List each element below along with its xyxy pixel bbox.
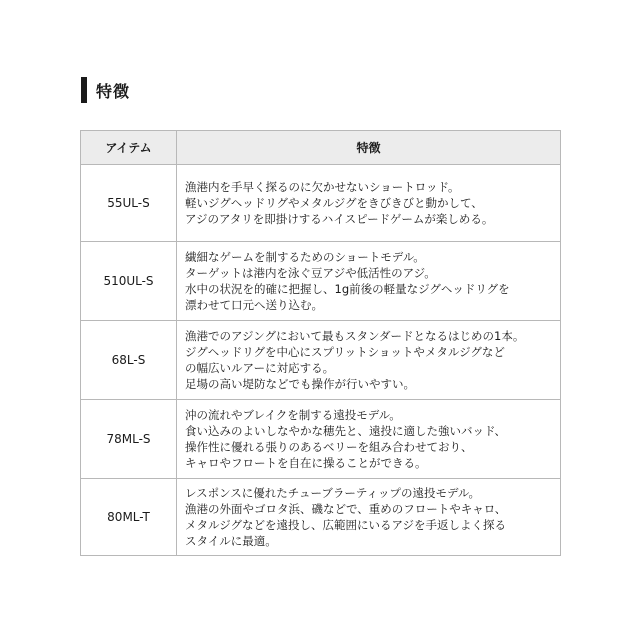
item-description — [177, 165, 561, 242]
feature-table — [80, 130, 561, 556]
section-heading — [81, 76, 130, 104]
item-name: 78ML-S — [81, 400, 177, 479]
description-line: 水中の状況を的確に把握し、1g前後の軽量なジグヘッドリグを — [185, 282, 510, 296]
description-line: レスポンスに優れたチューブラーティップの遠投モデル。 — [185, 486, 480, 500]
table-row — [81, 479, 561, 556]
description-line: 漁港内を手早く探るのに欠かせないショートロッド。 — [185, 180, 460, 194]
table-row — [81, 321, 561, 400]
description-line: アジのアタリを即掛けするハイスピードゲームが楽しめる。 — [185, 212, 494, 226]
description-line: ジグヘッドリグを中心にスプリットショットやメタルジグなど — [185, 345, 505, 359]
description-line: キャロやフロートを自在に操ることができる。 — [185, 456, 427, 470]
description-line: 漂わせて口元へ送り込む。 — [185, 298, 323, 312]
item-name: 510UL-S — [81, 242, 177, 321]
description-line: メタルジグなどを遠投し、広範囲にいるアジを手返しよく探る — [185, 518, 507, 532]
item-description — [177, 321, 561, 400]
description-line: 軽いジグヘッドリグやメタルジグをきびきびと動かして、 — [185, 196, 483, 210]
description-line: 漁港でのアジングにおいて最もスタンダードとなるはじめの1本。 — [185, 329, 525, 343]
description-line: の幅広いルアーに対応する。 — [185, 361, 335, 375]
description-line: ターゲットは港内を泳ぐ豆アジや低活性のアジ。 — [185, 266, 436, 280]
item-description — [177, 400, 561, 479]
item-name: 68L-S — [81, 321, 177, 400]
description-line: 食い込みのよいしなやかな穂先と、遠投に適した強いバッド、 — [185, 424, 506, 438]
heading-accent-bar — [81, 77, 87, 103]
table-row — [81, 165, 561, 242]
description-line: スタイルに最適。 — [185, 534, 277, 548]
description-line: 漁港の外面やゴロタ浜、磯などで、重めのフロートやキャロ、 — [185, 502, 507, 516]
description-line: 沖の流れやブレイクを制する遠投モデル。 — [185, 408, 401, 422]
header-feature: 特徴 — [177, 131, 561, 165]
description-line: 操作性に優れる張りのあるベリーを組み合わせており、 — [185, 440, 473, 454]
header-item: アイテム — [81, 131, 177, 165]
description-line: 足場の高い堤防などでも操作が行いやすい。 — [185, 377, 415, 391]
section-title: 特徴 — [96, 81, 131, 101]
item-name: 55UL-S — [81, 165, 177, 242]
table-header-row — [81, 131, 561, 165]
item-description — [177, 479, 561, 556]
description-line: 繊細なゲームを制するためのショートモデル。 — [185, 250, 425, 264]
table-row — [81, 400, 561, 479]
table-row — [81, 242, 561, 321]
item-description — [177, 242, 561, 321]
item-name: 80ML-T — [81, 479, 177, 556]
